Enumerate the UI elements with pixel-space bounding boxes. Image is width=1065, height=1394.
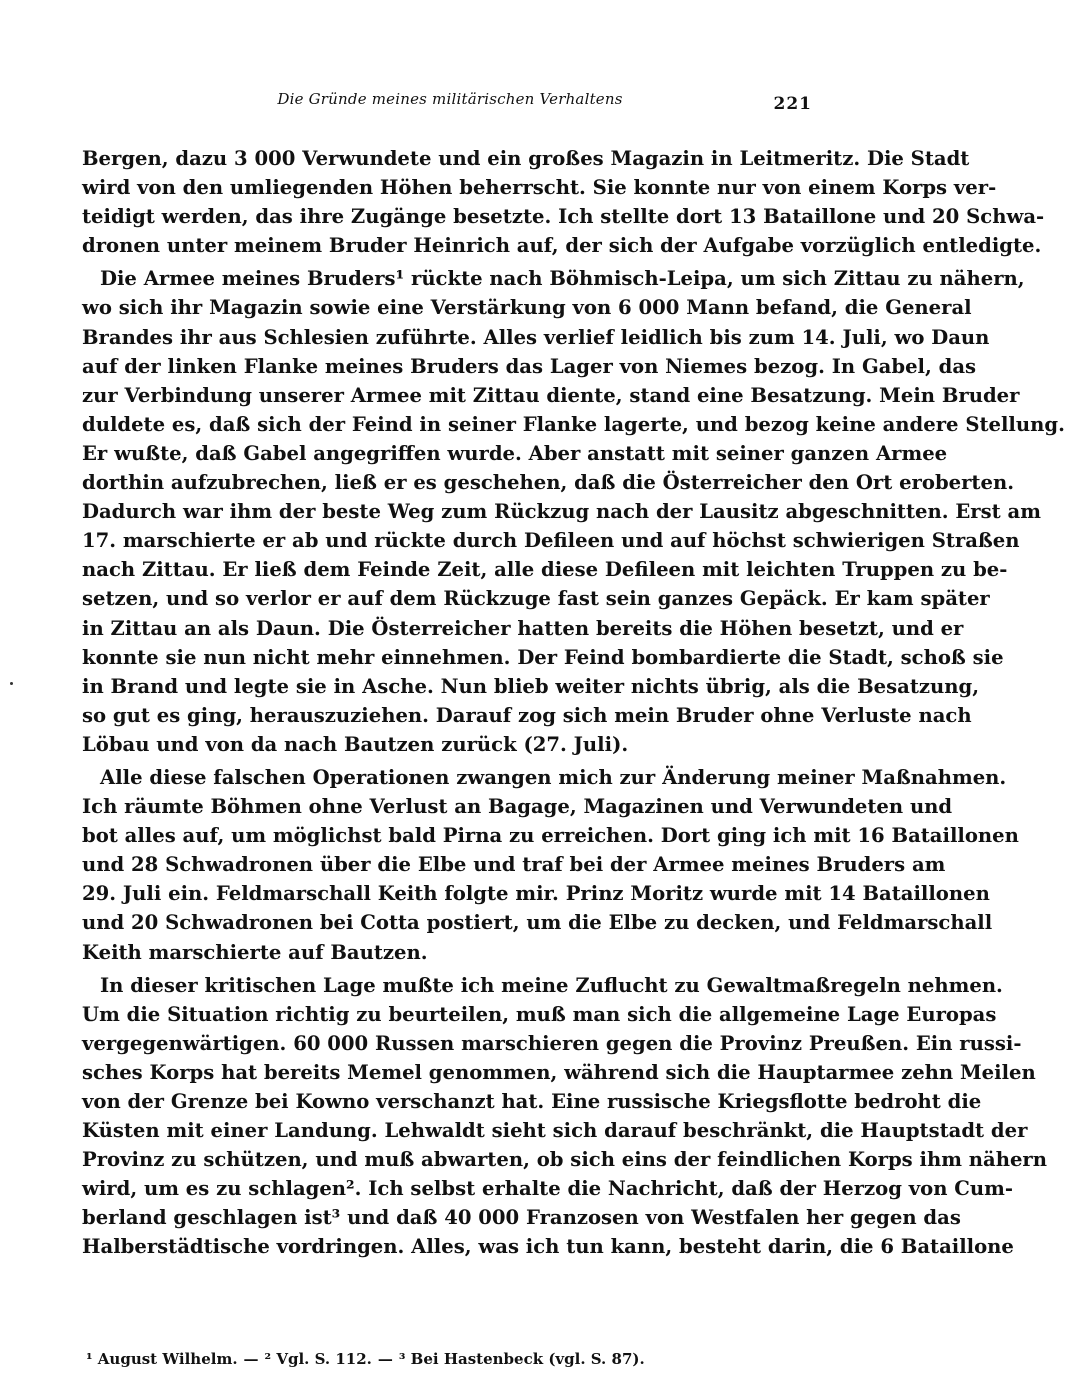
text-line: nach Zittau. Er ließ dem Feinde Zeit, alle diese Defileen mit leichten Truppen zu be- bbox=[82, 558, 1008, 582]
text-line: Halberstädtische vordringen. Alles, was ich tun kann, besteht darin, die 6 Bataillone bbox=[82, 1235, 1014, 1259]
text-line: Um die Situation richtig zu beurteilen, muß man sich die allgemeine Lage Europas bbox=[82, 1002, 997, 1026]
text-line: von der Grenze bei Kowno verschanzt hat. Eine russische Kriegsflotte bedroht die bbox=[82, 1090, 982, 1113]
text-line: wird von den umliegenden Höhen beherrscht. Sie konnte nur von einem Korps ver- bbox=[82, 176, 997, 200]
text-line: vergegenwärtigen. 60 000 Russen marschieren gegen die Provinz Preußen. Ein russi- bbox=[82, 1031, 1022, 1055]
text-line: wo sich ihr Magazin sowie eine Verstärkung von 6 000 Mann befand, die General bbox=[82, 296, 972, 320]
running-title: Die Gründe meines militärischen Verhaltens bbox=[277, 90, 623, 108]
paragraph bbox=[82, 264, 1065, 759]
text-line: Keith marschierte auf Bautzen. bbox=[82, 940, 428, 964]
footnote-3: ³ Bei Hastenbeck (vgl. S. 87). bbox=[398, 1350, 645, 1368]
text-line: Löbau und von da nach Bautzen zurück (27. Juli). bbox=[82, 732, 629, 756]
text-line: so gut es ging, herauszuziehen. Darauf zog sich mein Bruder ohne Verluste nach bbox=[82, 703, 972, 727]
text-line: in Brand und legte sie in Asche. Nun blieb weiter nichts übrig, als die Besatzung, bbox=[82, 674, 980, 698]
text-line: 17. marschierte er ab und rückte durch Defileen und auf höchst schwierigen Straßen bbox=[82, 529, 1020, 553]
scan-speck bbox=[10, 682, 13, 685]
page-number: 221 bbox=[773, 94, 812, 114]
paragraph bbox=[82, 144, 1045, 260]
footnote-2: ² Vgl. S. 112. bbox=[264, 1350, 372, 1368]
text-line: konnte sie nun nicht mehr einnehmen. Der Feind bombardierte die Stadt, schoß sie bbox=[82, 645, 1004, 669]
text-line: Brandes ihr aus Schlesien zuführte. Alles verlief leidlich bis zum 14. Juli, wo Daun bbox=[82, 325, 990, 349]
text-line: wird, um es zu schlagen². Ich selbst erhalte die Nachricht, daß der Herzog von Cum- bbox=[82, 1177, 1013, 1201]
text-line: Ich räumte Böhmen ohne Verlust an Bagage, Magazinen und Verwundeten und bbox=[82, 795, 953, 819]
text-line: zur Verbindung unserer Armee mit Zittau diente, stand eine Besatzung. Mein Bruder bbox=[82, 383, 1020, 407]
footnote-separator: — bbox=[243, 1350, 259, 1368]
text-line: duldete es, daß sich der Feind in seiner Flanke lagerte, und bezog keine andere Stellung. bbox=[82, 412, 1065, 436]
footnotes bbox=[86, 1350, 826, 1368]
text-line: Bergen, dazu 3 000 Verwundete und ein großes Magazin in Leitmeritz. Die Stadt bbox=[82, 147, 970, 170]
text-line: Er wußte, daß Gabel angegriffen wurde. Aber anstatt mit seiner ganzen Armee bbox=[82, 441, 948, 465]
running-head bbox=[0, 86, 900, 116]
text-line: In dieser kritischen Lage mußte ich meine Zuflucht zu Gewaltmaßregeln nehmen. bbox=[100, 973, 1003, 997]
text-line: in Zittau an als Daun. Die Österreicher hatten bereits die Höhen besetzt, und er bbox=[82, 616, 964, 640]
text-line: Alle diese falschen Operationen zwangen mich zur Änderung meiner Maßnahmen. bbox=[100, 765, 1007, 789]
text-line: dorthin aufzubrechen, ließ er es geschehen, daß die Österreicher den Ort eroberten. bbox=[82, 471, 1015, 495]
text-line: und 28 Schwadronen über die Elbe und traf bei der Armee meines Bruders am bbox=[82, 853, 946, 877]
text-line: Die Armee meines Bruders¹ rückte nach Böhmisch-Leipa, um sich Zittau zu nähern, bbox=[100, 267, 1025, 291]
text-line: bot alles auf, um möglichst bald Pirna zu erreichen. Dort ging ich mit 16 Bataillonen bbox=[82, 824, 1019, 848]
text-line: Provinz zu schützen, und muß abwarten, ob sich eins der feindlichen Korps ihm nähern bbox=[82, 1148, 1047, 1172]
footnote-separator: — bbox=[377, 1350, 393, 1368]
text-line: sches Korps hat bereits Memel genommen, während sich die Hauptarmee zehn Meilen bbox=[82, 1060, 1036, 1084]
text-line: berland geschlagen ist³ und daß 40 000 Franzosen von Westfalen her gegen das bbox=[82, 1206, 961, 1230]
body-text bbox=[82, 144, 1065, 1262]
text-line: dronen unter meinem Bruder Heinrich auf, der sich der Aufgabe vorzüglich entledigte. bbox=[82, 234, 1042, 258]
text-line: 29. Juli ein. Feldmarschall Keith folgte mir. Prinz Moritz wurde mit 14 Bataillonen bbox=[82, 882, 990, 906]
text-line: und 20 Schwadronen bei Cotta postiert, um die Elbe zu decken, und Feldmarschall bbox=[82, 911, 993, 935]
text-line: teidigt werden, das ihre Zugänge besetzte. Ich stellte dort 13 Bataillone und 20 Schwa- bbox=[82, 205, 1045, 229]
paragraph bbox=[82, 763, 1019, 967]
paragraph bbox=[82, 971, 1047, 1262]
footnote-1: ¹ August Wilhelm. bbox=[86, 1350, 238, 1368]
text-line: auf der linken Flanke meines Bruders das Lager von Niemes bezog. In Gabel, das bbox=[82, 354, 977, 378]
text-line: Dadurch war ihm der beste Weg zum Rückzug nach der Lausitz abgeschnitten. Erst am bbox=[82, 500, 1041, 524]
text-line: setzen, und so verlor er auf dem Rückzuge fast sein ganzes Gepäck. Er kam später bbox=[82, 587, 990, 611]
text-line: Küsten mit einer Landung. Lehwaldt sieht sich darauf beschränkt, die Hauptstadt der bbox=[82, 1119, 1028, 1143]
